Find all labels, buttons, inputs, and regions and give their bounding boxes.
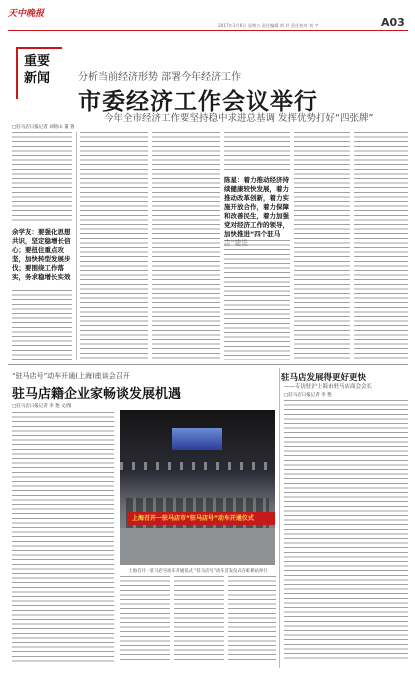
photo-caption: 上海召开一驻马店号动车开通仪式 “驻马店号”动车首发仪式在虹桥站举行 [128,569,268,574]
story3-headline: 驻马店发展得更好更快 [281,373,367,383]
story2-kicker: “驻马店号”动车开通(上海)座谈会召开 [12,372,130,380]
lead-headline: 市委经济工作会议举行 [78,89,318,115]
news-photo [120,410,275,565]
story3-rule [279,368,280,668]
photo-floor [120,528,275,565]
story2-column-4 [228,576,276,662]
story3-column [284,400,408,662]
story2-byline: □驻马店日报记者 李 艳 文/图 [12,404,72,409]
lead-subhead: 今年全市经济工作要坚持稳中求进总基调 发挥优势打好“四张牌” [104,113,374,124]
dateline: 2017年1月6日 星期五 责任编辑 黄 玲 责任校对 刘 宇 [218,23,319,28]
lead-column-2 [80,132,148,360]
lead-column-6 [354,132,408,360]
lead-kicker: 分析当前经济形势 部署今年经济工作 [78,72,242,83]
lead-byline: □驻马店日报记者 刘铭山 董 鲁 [12,125,75,130]
story3-byline: □驻马店日报记者 李 艳 [284,393,332,398]
lead-column-5 [294,132,350,360]
section-label-line2: 新闻 [24,71,51,86]
lead-column-4a [224,132,290,172]
photo-banner: 上海召开一驻马店市“驻马店号”动车开通仪式 [128,512,275,525]
page-number: A03 [381,16,405,29]
story2-column-2 [120,576,170,662]
story2-headline: 驻马店籍企业家畅谈发展机遇 [12,387,182,402]
callout-left: 余学友：要强化思想共识，坚定稳增长信心；要扭住重点攻坚，加快转型发展步伐；要围绕工作落实，务求稳增长实效 [12,228,71,281]
section-label-line1: 重要 [24,54,51,69]
callout-right: 陈星：着力推动经济持续健康较快发展，着力推动改革创新，着力实施开放合作，着力保障和改善民生，着力加强党对经济工作的领导，加快推进“四个驻马 [224,176,289,238]
lead-column-4b [224,240,290,360]
masthead-logo: 天中晚报 [8,9,45,19]
section-tab [16,47,62,99]
column-rule [76,132,77,360]
story3-subhead: ——专访驻沪上海市驻马店商会会长 [284,384,373,390]
lead-column-1b [12,290,72,360]
lead-column-3 [152,132,220,360]
story-divider [8,364,408,365]
header-rule [8,30,408,31]
story2-column-1 [12,412,114,662]
story2-column-3 [174,576,224,662]
photo-led-screen [172,428,222,450]
photo-ceiling-lights [120,462,275,470]
lead-column-1a [12,132,72,224]
